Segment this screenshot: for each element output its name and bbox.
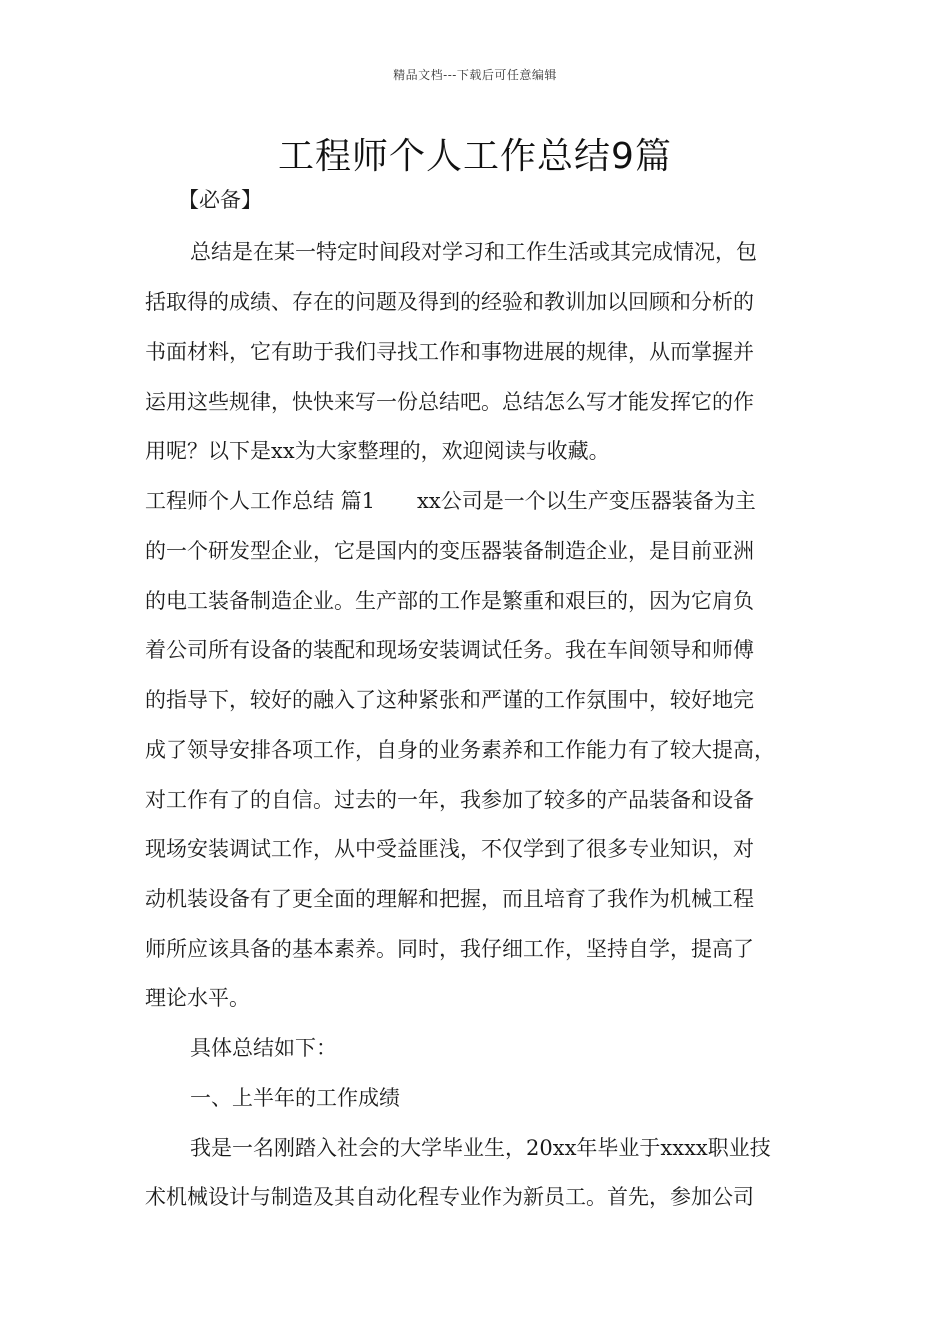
paragraph-line: 我是一名刚踏入社会的大学毕业生，20xx年毕业于xxxx职业技 [190,1136,771,1160]
paragraph-line: 动机装设备有了更全面的理解和把握，而且培育了我作为机械工程 [145,887,754,911]
paragraph-line: 总结是在某一特定时间段对学习和工作生活或其完成情况，包 [190,240,757,264]
paragraph-line: 的电工装备制造企业。生产部的工作是繁重和艰巨的，因为它肩负 [145,589,754,613]
paragraph-line: 书面材料，它有助于我们寻找工作和事物进展的规律，从而掌握并 [145,340,754,364]
subheading-line: 一、上半年的工作成绩 [190,1086,400,1110]
paragraph-line: 的一个研发型企业，它是国内的变压器装备制造企业，是目前亚洲 [145,539,754,563]
paragraph-line: 师所应该具备的基本素养。同时，我仔细工作，坚持自学，提高了 [145,937,754,961]
paragraph-line: 对工作有了的自信。过去的一年，我参加了较多的产品装备和设备 [145,788,754,812]
paragraph-line: 括取得的成绩、存在的问题及得到的经验和教训加以回顾和分析的 [145,290,754,314]
paragraph-line: 着公司所有设备的装配和现场安装调试任务。我在车间领导和师傅 [145,638,754,662]
paragraph-line: 成了领导安排各项工作，自身的业务素养和工作能力有了较大提高， [145,738,775,762]
paragraph-line: 现场安装调试工作，从中受益匪浅，不仅学到了很多专业知识，对 [145,837,754,861]
paragraph-line: 具体总结如下： [190,1036,337,1060]
header-note: 精品文档---下载后可任意编辑 [393,68,557,82]
paragraph-line: 理论水平。 [145,986,250,1010]
paragraph-line: 的指导下，较好的融入了这种紧张和严谨的工作氛围中，较好地完 [145,688,754,712]
tag-line: 【必备】 [178,188,262,212]
document-title: 工程师个人工作总结9篇 [278,136,672,177]
paragraph-line: 运用这些规律，快快来写一份总结吧。总结怎么写才能发挥它的作 [145,390,754,414]
section-heading-line: 工程师个人工作总结 篇1 xx公司是一个以生产变压器装备为主 [145,489,756,513]
paragraph-line: 术机械设计与制造及其自动化程专业作为新员工。首先，参加公司 [145,1185,754,1209]
paragraph-line: 用呢？以下是xx为大家整理的，欢迎阅读与收藏。 [145,439,610,463]
